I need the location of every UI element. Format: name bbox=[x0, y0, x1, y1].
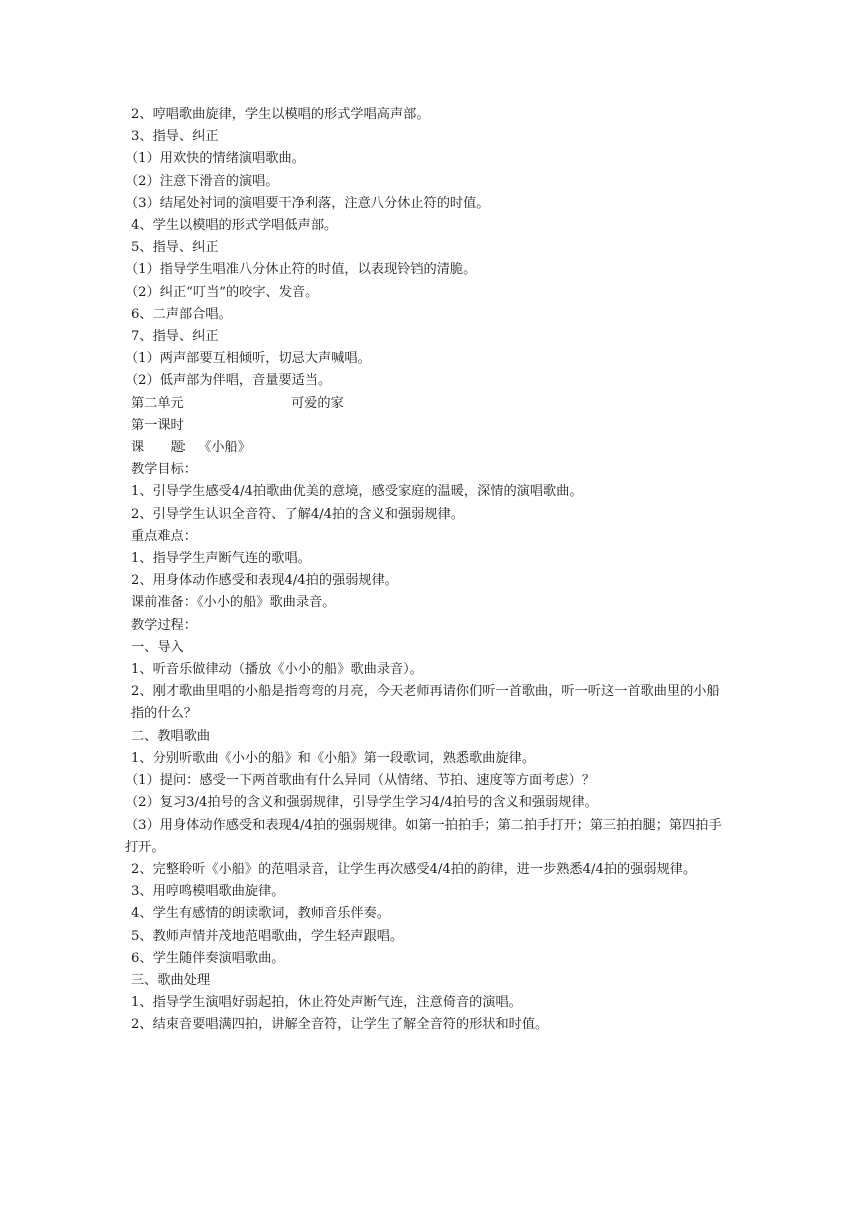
text-line: 一、导入 bbox=[131, 639, 184, 655]
text-line: 4、学生以模唱的形式学唱低声部。 bbox=[131, 218, 338, 234]
lesson-period: 第一课时 bbox=[131, 417, 184, 433]
text-line: 5、教师声情并茂地范唱歌曲，学生轻声跟唱。 bbox=[131, 928, 404, 944]
text-line: 2、用身体动作感受和表现4/4拍的强弱规律。 bbox=[131, 573, 398, 589]
document-body bbox=[125, 104, 731, 1037]
text-line: （1）提问：感受一下两首歌曲有什么异同（从情绪、节拍、速度等方面考虑）？ bbox=[125, 773, 595, 789]
text-line: 教学过程： bbox=[131, 617, 197, 633]
text-line: （1）指导学生唱准八分休止符的时值，以表现铃铛的清脆。 bbox=[125, 262, 477, 278]
unit-heading bbox=[131, 393, 731, 415]
text-line: 2、哼唱歌曲旋律，学生以模唱的形式学唱高声部。 bbox=[131, 107, 430, 122]
text-line: 教学目标： bbox=[131, 462, 197, 478]
text-line: 1、引导学生感受4/4拍歌曲优美的意境，感受家庭的温暖，深情的演唱歌曲。 bbox=[131, 484, 583, 500]
text-line: （2）复习3/4拍号的含义和强弱规律，引导学生学习4/4拍号的含义和强弱规律。 bbox=[125, 795, 598, 811]
text-line: 2、刚才歌曲里唱的小船是指弯弯的月亮，今天老师再请你们听一首歌曲，听一听这一首歌曲里的小船指的什么？ bbox=[131, 684, 720, 722]
text-line: 5、指导、纠正 bbox=[131, 240, 219, 256]
text-line: 二、教唱歌曲 bbox=[131, 728, 211, 744]
text-line: 重点难点： bbox=[131, 528, 197, 544]
text-line: （1）用欢快的情绪演唱歌曲。 bbox=[125, 151, 305, 167]
text-line: （3）用身体动作感受和表现4/4拍的强弱规律。如第一拍拍手；第二拍手打开；第三拍拍腿；第四拍手打开。 bbox=[125, 817, 722, 855]
text-line: 3、指导、纠正 bbox=[131, 129, 219, 145]
text-line: 1、指导学生声断气连的歌唱。 bbox=[131, 551, 311, 567]
topic-separator: ： bbox=[181, 440, 195, 456]
text-line: 2、结束音要唱满四拍，讲解全音符，让学生了解全音符的形状和时值。 bbox=[131, 1017, 549, 1033]
text-line: 1、听音乐做律动（播放《小小的船》歌曲录音）。 bbox=[131, 662, 423, 678]
topic-value: 《小船》 bbox=[198, 440, 251, 456]
section-previous-lesson bbox=[125, 104, 731, 393]
text-line: 3、用哼鸣模唱歌曲旋律。 bbox=[131, 884, 285, 900]
text-line: 1、分别听歌曲《小小的船》和《小船》第一段歌词，熟悉歌曲旋律。 bbox=[131, 750, 536, 766]
section-current-lesson bbox=[125, 459, 731, 1036]
text-line: （2）纠正“叮当”的咬字、发音。 bbox=[125, 284, 319, 300]
text-line: 7、指导、纠正 bbox=[131, 329, 219, 345]
text-line: 课前准备：《小小的船》歌曲录音。 bbox=[131, 595, 336, 611]
text-line: 1、指导学生演唱好弱起拍，休止符处声断气连，注意倚音的演唱。 bbox=[131, 995, 522, 1011]
topic-key: 课 题 bbox=[131, 440, 184, 456]
unit-label: 第二单元 bbox=[131, 395, 184, 411]
text-line: （2）低声部为伴唱，音量要适当。 bbox=[125, 373, 332, 389]
topic-line bbox=[131, 437, 731, 459]
text-line: （1）两声部要互相倾听，切忌大声喊唱。 bbox=[125, 351, 371, 367]
text-line: （3）结尾处衬词的演唱要干净利落，注意八分休止符的时值。 bbox=[125, 195, 490, 211]
text-line: 6、二声部合唱。 bbox=[131, 306, 232, 322]
text-line: （2）注意下滑音的演唱。 bbox=[125, 173, 279, 189]
unit-title: 可爱的家 bbox=[291, 395, 344, 411]
text-line: 4、学生有感情的朗读歌词，教师音乐伴奏。 bbox=[131, 906, 390, 922]
text-line: 三、歌曲处理 bbox=[131, 972, 211, 988]
text-line: 2、引导学生认识全音符、了解4/4拍的含义和强弱规律。 bbox=[131, 506, 464, 522]
text-line: 6、学生随伴奏演唱歌曲。 bbox=[131, 950, 285, 966]
text-line: 2、完整聆听《小船》的范唱录音，让学生再次感受4/4拍的韵律，进一步熟悉4/4拍的强弱规律。 bbox=[131, 861, 697, 877]
